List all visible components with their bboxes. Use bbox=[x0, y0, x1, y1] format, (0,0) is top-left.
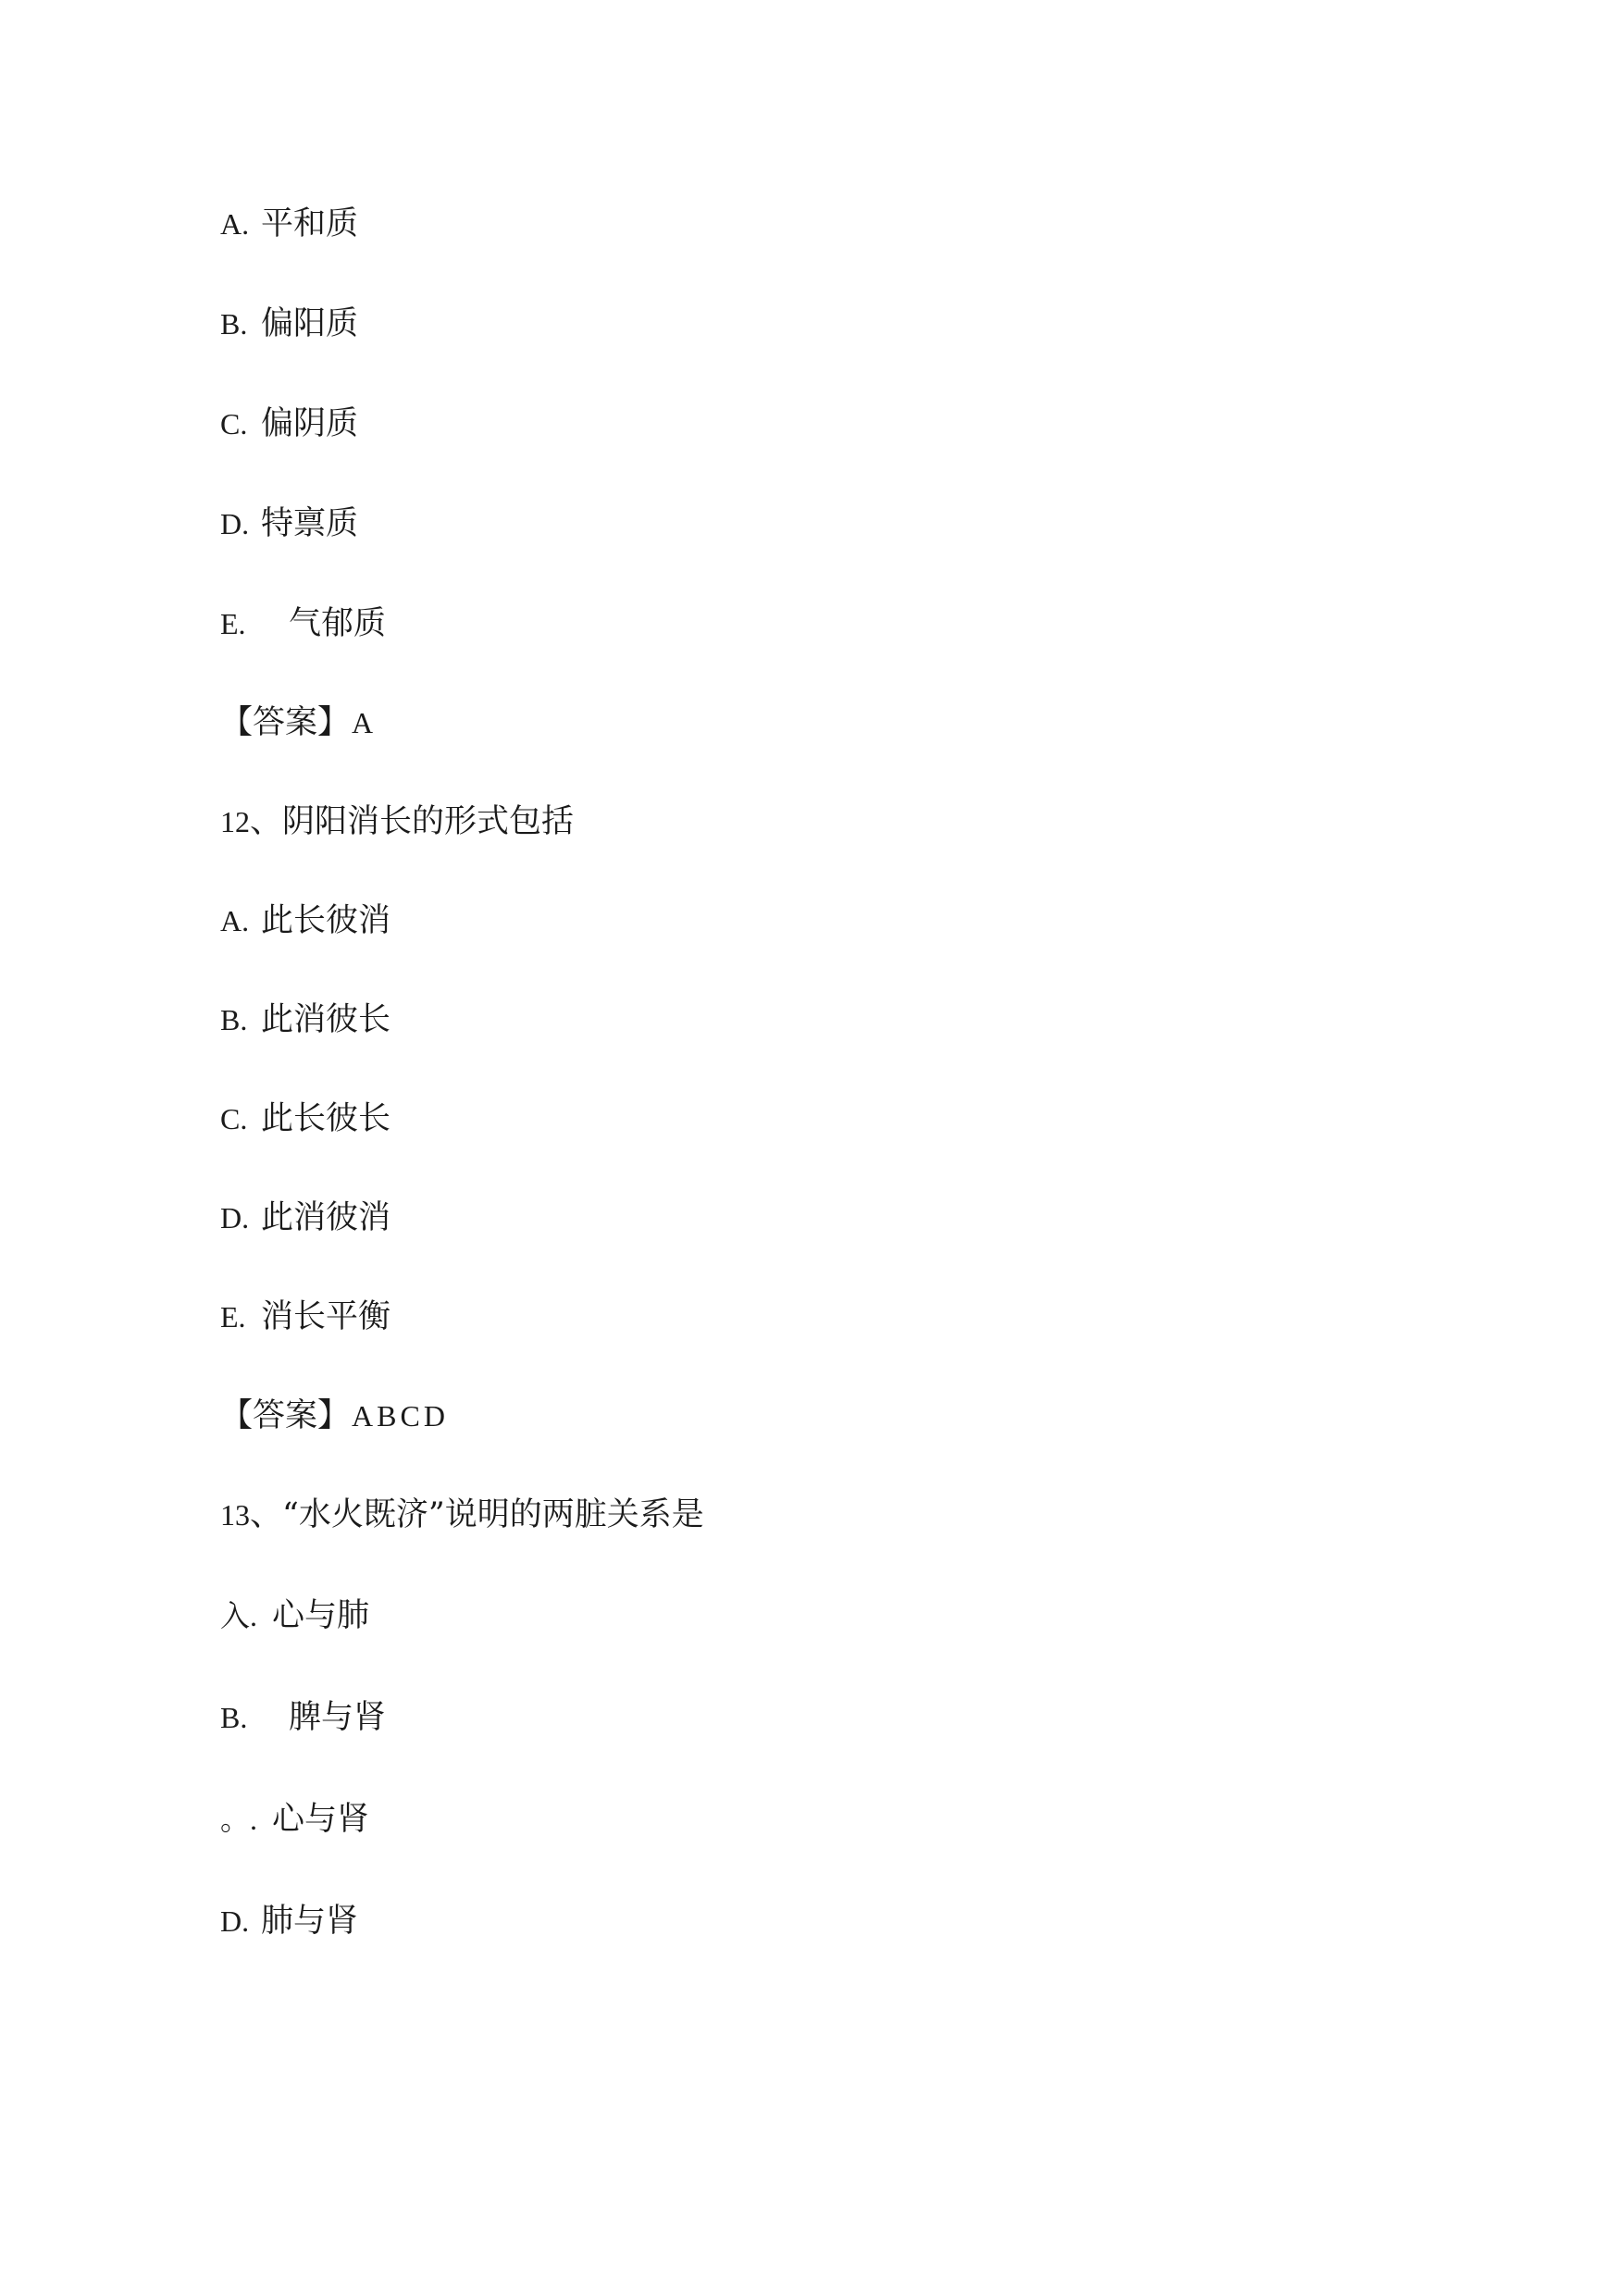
option-letter: D. bbox=[220, 507, 250, 540]
option-letter: D. bbox=[220, 1904, 250, 1938]
q11-option-a bbox=[220, 204, 358, 244]
q12-option-e bbox=[220, 1296, 391, 1337]
option-letter: E. bbox=[220, 607, 246, 640]
q13-stem bbox=[220, 1495, 704, 1535]
q12-option-c bbox=[220, 1098, 391, 1139]
option-letter: B. bbox=[220, 307, 248, 341]
option-text: 此长彼消 bbox=[261, 902, 391, 939]
q13-option-c bbox=[220, 1799, 369, 1840]
option-text: 此消彼消 bbox=[261, 1199, 391, 1236]
q12-option-b bbox=[220, 999, 391, 1040]
answer-value: A bbox=[352, 706, 378, 739]
option-letter: B. bbox=[220, 1701, 248, 1734]
q12-stem bbox=[220, 801, 574, 842]
option-letter: 入. bbox=[220, 1599, 258, 1632]
option-text: 肺与肾 bbox=[261, 1903, 359, 1940]
question-number: 13 bbox=[220, 1498, 250, 1532]
option-letter: A. bbox=[220, 207, 250, 241]
option-text: 偏阳质 bbox=[261, 305, 359, 342]
question-separator: 、 bbox=[250, 803, 283, 840]
option-text: 平和质 bbox=[261, 205, 359, 242]
q11-option-c bbox=[220, 403, 358, 444]
q11-option-d bbox=[220, 503, 358, 544]
question-text: “水火既济”说明的两脏关系是 bbox=[282, 1496, 704, 1533]
q11-option-b bbox=[220, 304, 358, 344]
question-separator: 、 bbox=[250, 1496, 283, 1533]
q13-option-d bbox=[220, 1901, 358, 1941]
option-letter: C. bbox=[220, 1102, 248, 1135]
q13-option-a bbox=[220, 1595, 369, 1636]
q11-option-e bbox=[220, 603, 386, 644]
q11-answer bbox=[220, 702, 377, 743]
option-text: 脾与肾 bbox=[289, 1699, 387, 1736]
question-text: 阴阳消长的形式包括 bbox=[282, 803, 575, 840]
answer-value: ABCD bbox=[352, 1399, 449, 1433]
option-text: 心与肺 bbox=[272, 1597, 370, 1634]
option-text: 此长彼长 bbox=[261, 1100, 391, 1137]
question-number: 12 bbox=[220, 805, 250, 838]
answer-label: 【答案】 bbox=[220, 1397, 351, 1434]
option-letter: D. bbox=[220, 1201, 250, 1234]
option-text: 消长平衡 bbox=[261, 1298, 391, 1335]
option-letter: 。. bbox=[220, 1803, 258, 1836]
q12-option-a bbox=[220, 900, 391, 941]
option-letter: B. bbox=[220, 1003, 248, 1036]
option-text: 偏阴质 bbox=[261, 405, 359, 442]
option-text: 心与肾 bbox=[272, 1801, 370, 1838]
answer-label: 【答案】 bbox=[220, 704, 351, 741]
option-letter: C. bbox=[220, 407, 248, 440]
option-text: 此消彼长 bbox=[261, 1001, 391, 1038]
option-letter: A. bbox=[220, 904, 250, 937]
q12-option-d bbox=[220, 1197, 391, 1238]
option-text: 气郁质 bbox=[289, 605, 387, 642]
option-text: 特禀质 bbox=[261, 505, 359, 542]
q12-answer bbox=[220, 1396, 449, 1436]
option-letter: E. bbox=[220, 1300, 246, 1334]
q13-option-b bbox=[220, 1697, 386, 1738]
